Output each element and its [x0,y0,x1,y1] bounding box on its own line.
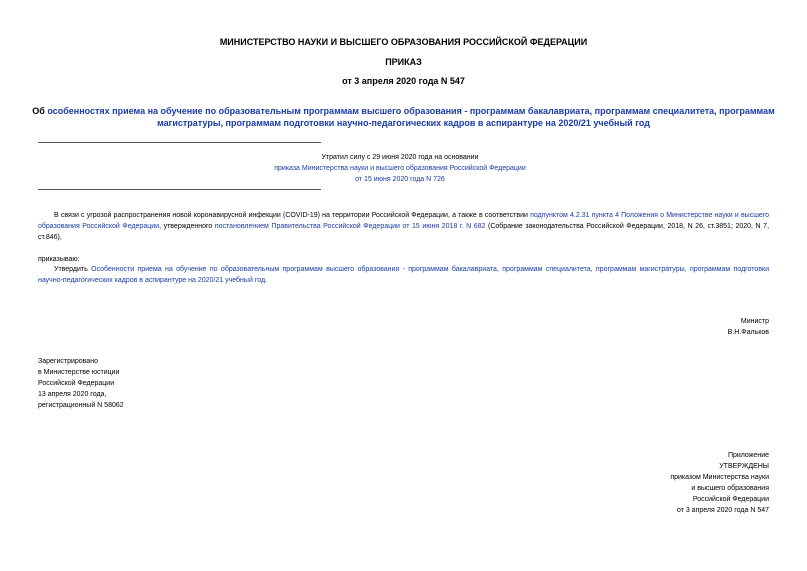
registration-line2: в Министерстве юстиции [38,369,120,376]
order-word: приказываю: [38,256,80,263]
regulation-link[interactable]: подпунктом 4.2.31 пункта 4 Положения о Министерстве науки и высшего образования Российской Федерации [38,212,769,230]
repeal-note-link-date[interactable]: от 15 июня 2020 года N 726 [355,176,445,183]
title-prefix: Об [32,106,48,116]
signature-name: В.Н.Фальков [727,329,769,336]
appendix-line3: приказом Министерства науки [670,474,769,481]
repeal-note [220,152,580,185]
document-title [30,105,777,129]
appendix-line1: Приложение [727,452,769,459]
title-link[interactable]: особенностях приема на обучение по образовательным программам высшего образования - программам бакалавриата, программам специалитета, программам магистратуры, программам подготовки научно-педагогических кадров в аспирантуре на 2020/21 учебный год [47,106,775,128]
approve-text-end: . [265,277,267,284]
appendix-line5: Российской Федерации [692,496,769,503]
divider-top [38,142,321,143]
registration-line1: Зарегистрировано [38,358,98,365]
approve-paragraph [38,264,769,286]
registration-line5: регистрационный N 58062 [38,402,124,409]
ministry-heading: МИНИСТЕРСТВО НАУКИ И ВЫСШЕГО ОБРАЗОВАНИЯ РОССИЙСКОЙ ФЕДЕРАЦИИ [219,37,588,47]
preamble-paragraph [38,210,769,243]
features-link[interactable]: Особенности приема на обучение по образовательным программам высшего образования - программам бакалавриата, программам специалитета, программам магистратуры, программам подготовки научно-педагогических кадров в аспирантуре на 2020/21 учебный год [38,266,770,284]
appendix-line6: от 3 апреля 2020 года N 547 [676,507,769,514]
repeal-note-link[interactable]: приказа Министерства науки и высшего образования Российской Федерации [274,165,526,172]
doc-type-heading: ПРИКАЗ [385,57,422,67]
registration-block [38,356,124,411]
appendix-block [670,450,769,516]
repeal-note-line1: Утратил силу с 29 июня 2020 года на основании [321,154,479,161]
appendix-line2: УТВЕРЖДЕНЫ [719,463,769,470]
signature-position: Министр [740,318,769,325]
divider-bottom [38,189,321,190]
decree-link[interactable]: постановлением Правительства Российской Федерации от 15 июня 2018 г. N 682 [214,223,486,230]
registration-line3: Российской Федерации [38,380,115,387]
preamble-text-2: , утвержденного [159,223,215,230]
approve-text: Утвердить [54,266,92,273]
preamble-text: В связи с угрозой распространения новой коронавирусной инфекции (COVID-19) на территории Российской Федерации, а также в соответствии [54,212,531,219]
doc-date-number: от 3 апреля 2020 года N 547 [342,76,465,86]
registration-line4: 13 апреля 2020 года, [38,391,107,398]
signature-block [728,316,769,338]
preamble-text-3: (Собрание законодательства Российской Федерации, 2018, N 26, ст.3851; 2020, N 7, ст.846), [38,223,770,241]
appendix-line4: и высшего образования [691,485,769,492]
